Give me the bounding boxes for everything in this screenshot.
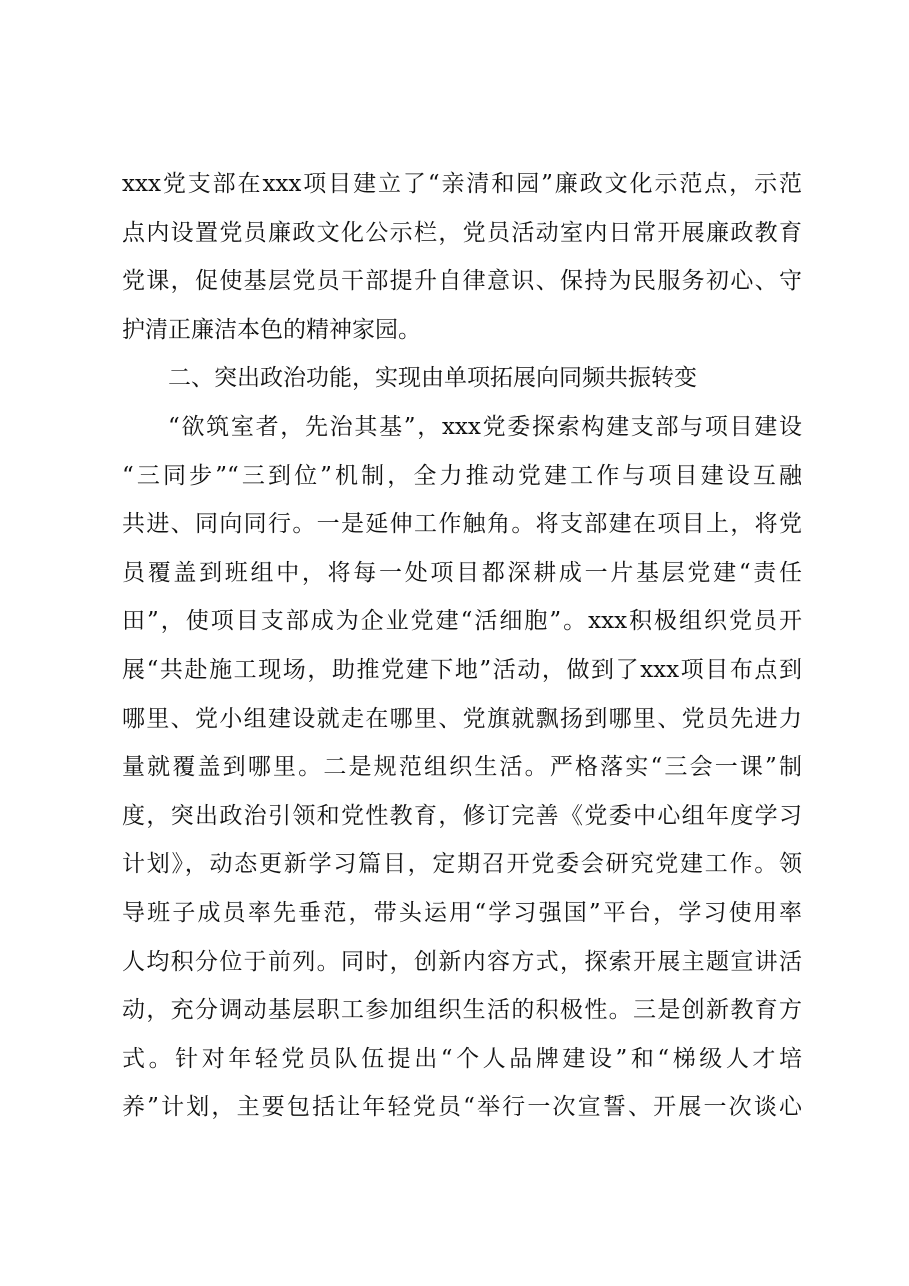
paragraph-line: 导班子成员率先垂范，带头运用“学习强国”平台，学习使用率 [122,899,802,926]
paragraph-line: 度，突出政治引领和党性教育，修订完善《党委中心组年度学习 [122,802,802,829]
paragraph-line: 展“共赴施工现场，助推党建下地”活动，做到了xxx项目布点到 [122,656,802,683]
paragraph-line: 养”计划，主要包括让年轻党员“举行一次宣誓、开展一次谈心 [122,1094,802,1121]
paragraph-line: 共进、同向同行。一是延伸工作触角。将支部建在项目上，将党 [122,511,802,538]
paragraph-line: 哪里、党小组建设就走在哪里、党旗就飘扬到哪里、党员先进力 [122,705,802,732]
paragraph-line: 员覆盖到班组中，将每一处项目都深耕成一片基层党建“责任 [122,559,802,586]
paragraph-line: 护清正廉洁本色的精神家园。 [122,316,421,343]
paragraph-2 [122,403,802,1132]
paragraph-line: 党课，促使基层党员干部提升自律意识、保持为民服务初心、守 [122,268,802,295]
paragraph-line: 人均积分位于前列。同时，创新内容方式，探索开展主题宣讲活 [122,948,802,975]
paragraph-line: 动，充分调动基层职工参加组织生活的积极性。三是创新教育方 [122,997,802,1024]
paragraph-line: “三同步”“三到位”机制，全力推动党建工作与项目建设互融 [122,462,802,489]
section-heading: 二、突出政治功能，实现由单项拓展向同频共振转变 [168,365,697,392]
paragraph-line: 田”，使项目支部成为企业党建“活细胞”。xxx积极组织党员开 [122,608,802,635]
paragraph-1 [122,160,802,354]
paragraph-line: 量就覆盖到哪里。二是规范组织生活。严格落实“三会一课”制 [122,754,802,781]
paragraph-line: 点内设置党员廉政文化公示栏，党员活动室内日常开展廉政教育 [122,219,802,246]
paragraph-line: 计划》，动态更新学习篇目，定期召开党委会研究党建工作。领 [122,851,802,878]
paragraph-line: 式。针对年轻党员队伍提出“个人品牌建设”和“梯级人才培 [122,1045,802,1072]
paragraph-line: “欲筑室者，先治其基”，xxx党委探索构建支部与项目建设 [168,413,802,440]
document-body [122,160,802,1132]
paragraph-line: xxx党支部在xxx项目建立了“亲清和园”廉政文化示范点，示范 [122,171,802,197]
